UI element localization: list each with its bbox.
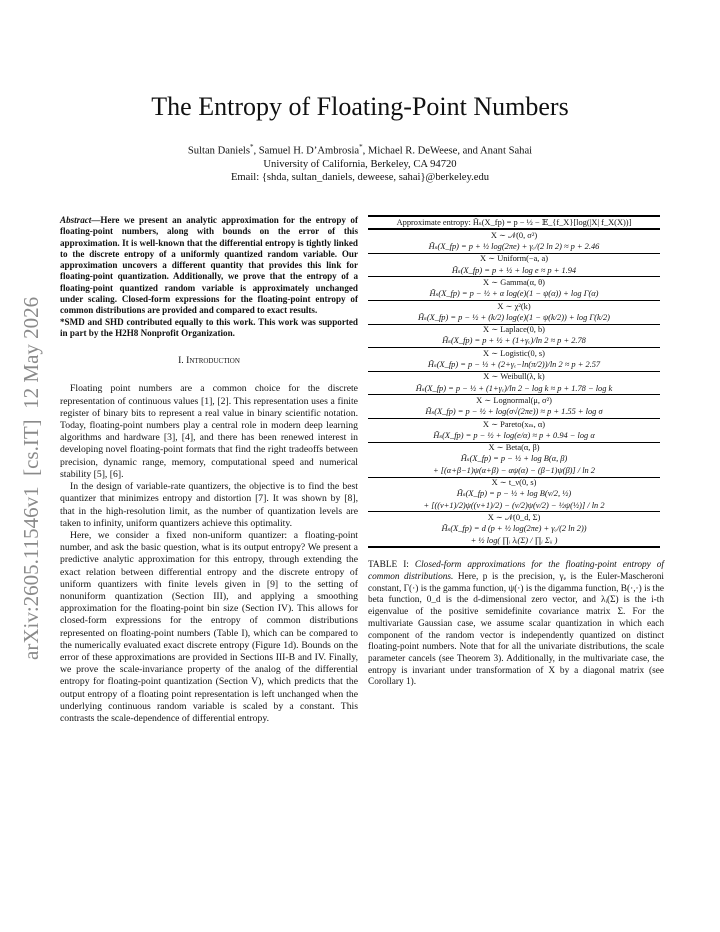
table-formula-row: H̃ₛ(X_fp) = p − ½ + (k/2) log(e)(1 − ψ(k/2)) + log Γ(k/2): [418, 312, 610, 322]
table-distribution-row: X ∼ Uniform(−a, a): [368, 253, 660, 265]
abstract-label: Abstract: [60, 215, 92, 225]
author-block: [0, 141, 720, 184]
section-heading-introduction: I. Introduction: [178, 355, 240, 367]
table-distribution-row: X ∼ Laplace(0, b): [368, 324, 660, 336]
table-distribution-row: X ∼ t_ν(0, s): [368, 477, 660, 489]
table-formula-row: H̃ₛ(X_fp) = p + ½ + log e ≈ p + 1.94: [451, 265, 577, 275]
table-distribution-row: X ∼ Logistic(0, s): [368, 347, 660, 359]
table-formula-row: H̃ₛ(X_fp) = p − ½ + (1+γₑ)/ln 2 − log k ≈ p + 1.78 − log k: [415, 383, 613, 393]
intro-paragraph: Here, we consider a fixed non-uniform quantizer: a floating-point number, and ask the basic question, what is its output entropy? We present a predictive analytic approximation for this entropy, through extending the exact relation between differential entropy and the discrete entropy of uniform quantizers with finite levels given in [9] to the setting of nonuniform quantization (Section III), and applying a smoothing approximation for the floating-point bin size (Section IV). This allows for closed-form expressions for the entropy of common distributions represented on floating-point numbers (Table I), which can be compared to the numerically evaluated exact discrete entropy (Figure 1d). Bounds on the error of these approximations are provided in Sections III-B and IV. Finally, we prove the scale-invariance property of the analog of the differential entropy for floating-point quantization (Section V), which predicts that the output entropy of a floating point representation is left unchanged when the underlying continuous random variable is scaled by a constant. This contrasts the scale-dependence of differential entropy.: [60, 529, 358, 724]
table-distribution-row: X ∼ Gamma(α, θ): [368, 276, 660, 288]
table-formula-row: + ½ log( ∏ᵢ λᵢ(Σ) / ∏ᵢ Σᵢᵢ ): [470, 535, 558, 545]
intro-paragraph: Floating point numbers are a common choice for the discrete representation of continuous values [1], [2]. This representation uses a finite register of binary bits to represent a real value in binary scientific notation. Today, floating-point numbers play a central role in modern deep learning algorithms and hardware [3], [4], and there has been renewed interest in developing novel floating-point formats that find the right tradeoffs between precision, dynamic range, memory, computational speed and numerical stability [5], [6].: [60, 383, 358, 480]
table-formula-row: H̃ₛ(X_fp) = p − ½ + log B(α, β): [460, 454, 568, 464]
paper-title: The Entropy of Floating-Point Numbers: [151, 92, 569, 121]
abstract: [60, 215, 358, 317]
abstract-text: —Here we present an analytic approximation for the entropy of floating-point numbers, along with bounds on the error of this approximation. It is well-known that the differential entropy is tightly linked to the discrete entropy of a uniformly quantized random variable. Our approximation uncovers a different quantity that provides this link for floating-point quantization. Additionally, we prove that the entropy of a floating-point quantized random variable is approximately unchanged under scaling. Closed-form expressions for the floating-point entropy of common distributions are provided and compared to exact results.: [60, 215, 358, 316]
caption-label: TABLE I:: [368, 560, 409, 571]
table-formula-row: H̃ₛ(X_fp) = p − ½ + α log(e)(1 − ψ(α)) + log Γ(α): [429, 289, 599, 299]
entropy-table: [368, 215, 660, 548]
table-header: Approximate entropy: H̃ₛ(X_fp) = p − ½ − 𝔼_{f_X}[log(|X| f_X(X))]: [368, 217, 660, 229]
table-distribution-row: X ∼ Lognormal(μ, σ²): [368, 394, 660, 406]
table-formula-row: H̃ₛ(X_fp) = p − ½ + log B(ν/2, ½): [456, 489, 572, 499]
table-distribution-row: X ∼ 𝒩(0_d, Σ): [368, 511, 660, 523]
contribution-footnote: *SMD and SHD contributed equally to this work. This work was supported in part by the H2H8 Nonprofit Organization.: [60, 316, 358, 338]
caption-text: Here, p is the precision, γₑ is the Euler-Mascheroni constant, Γ(·) is the gamma function, ψ(·) is the digamma function, B(·,·) is the beta function, 0_d is the d-dimensional zero vector, and λᵢ(Σ) is the i-th eigenvalue of the positive semidefinite covariance matrix Σ. For the multivariate Gaussian case, we assume scalar quantization in which each component of the random vector is independently quantized on distinct floating-point numbers. Note that for all the univariate distributions, the scale parameter cancels (see Theorem 3). Additionally, in the multivariate case, the entropy is invariant under transformation of X by a diagonal matrix (see Corollary 1).: [368, 572, 664, 688]
caption-title: Closed-form approximations for the floating-point entropy of common distributions.: [368, 560, 664, 583]
table-formula-row: H̃ₛ(X_fp) = p + ½ + (1+γₑ)/ln 2 ≈ p + 2.78: [442, 336, 586, 346]
table-formula-row: H̃ₛ(X_fp) = p + ½ log(2πe) + γₑ/(2 ln 2) ≈ p + 2.46: [428, 242, 600, 252]
table-caption: [368, 560, 664, 689]
table-distribution-row: X ∼ Weibull(λ, k): [368, 371, 660, 383]
table-formula-row: + [(α+β−1)ψ(α+β) − αψ(α) − (β−1)ψ(β)] / ln 2: [433, 465, 595, 475]
intro-paragraph: In the design of variable-rate quantizers, the objective is to find the best quantizer that minimizes entropy and distortion [7]. It was shown by [8], that in the high-resolution limit, as the number of quantization levels are taken to infinity, uniform quantizers achieve this optimality.: [60, 481, 358, 529]
table-formula-row: H̃ₛ(X_fp) = p − ½ + log(e/α) ≈ p + 0.94 − log α: [433, 430, 595, 440]
table-distribution-row: X ∼ Pareto(xₘ, α): [368, 418, 660, 430]
table-formula-row: H̃ₛ(X_fp) = d (p + ½ log(2πe) + γₑ/(2 ln 2)): [441, 524, 587, 534]
arxiv-identifier-text: arXiv:2605.11546v1 [cs.IT] 12 May 2026: [19, 296, 43, 660]
table-formula-row: H̃ₛ(X_fp) = p − ½ + (2+γₑ−ln(π/2))/ln 2 ≈ p + 2.57: [427, 360, 601, 370]
table-distribution-row: X ∼ 𝒩(0, σ²): [368, 229, 660, 241]
author-email: Email: {shda, sultan_daniels, deweese, sahai}@berkeley.edu: [230, 171, 490, 183]
table-formula-row: + [((ν+1)/2)ψ((ν+1)/2) − (ν/2)ψ(ν/2) − ½ψ(½)] / ln 2: [423, 500, 605, 510]
author-affiliation: University of California, Berkeley, CA 94720: [263, 158, 457, 170]
table-distribution-row: X ∼ χ²(k): [368, 300, 660, 312]
author-names: Sultan Daniels*, Samuel H. D’Ambrosia*, Michael R. DeWeese, and Anant Sahai: [187, 143, 533, 157]
left-column: [60, 215, 358, 725]
table-distribution-row: X ∼ Beta(α, β): [368, 442, 660, 454]
table-formula-row: H̃ₛ(X_fp) = p − ½ + log(σ√(2πe)) ≈ p + 1.55 + log σ: [425, 407, 603, 417]
arxiv-identifier-stamp: [8, 100, 48, 660]
right-column: [368, 215, 666, 689]
